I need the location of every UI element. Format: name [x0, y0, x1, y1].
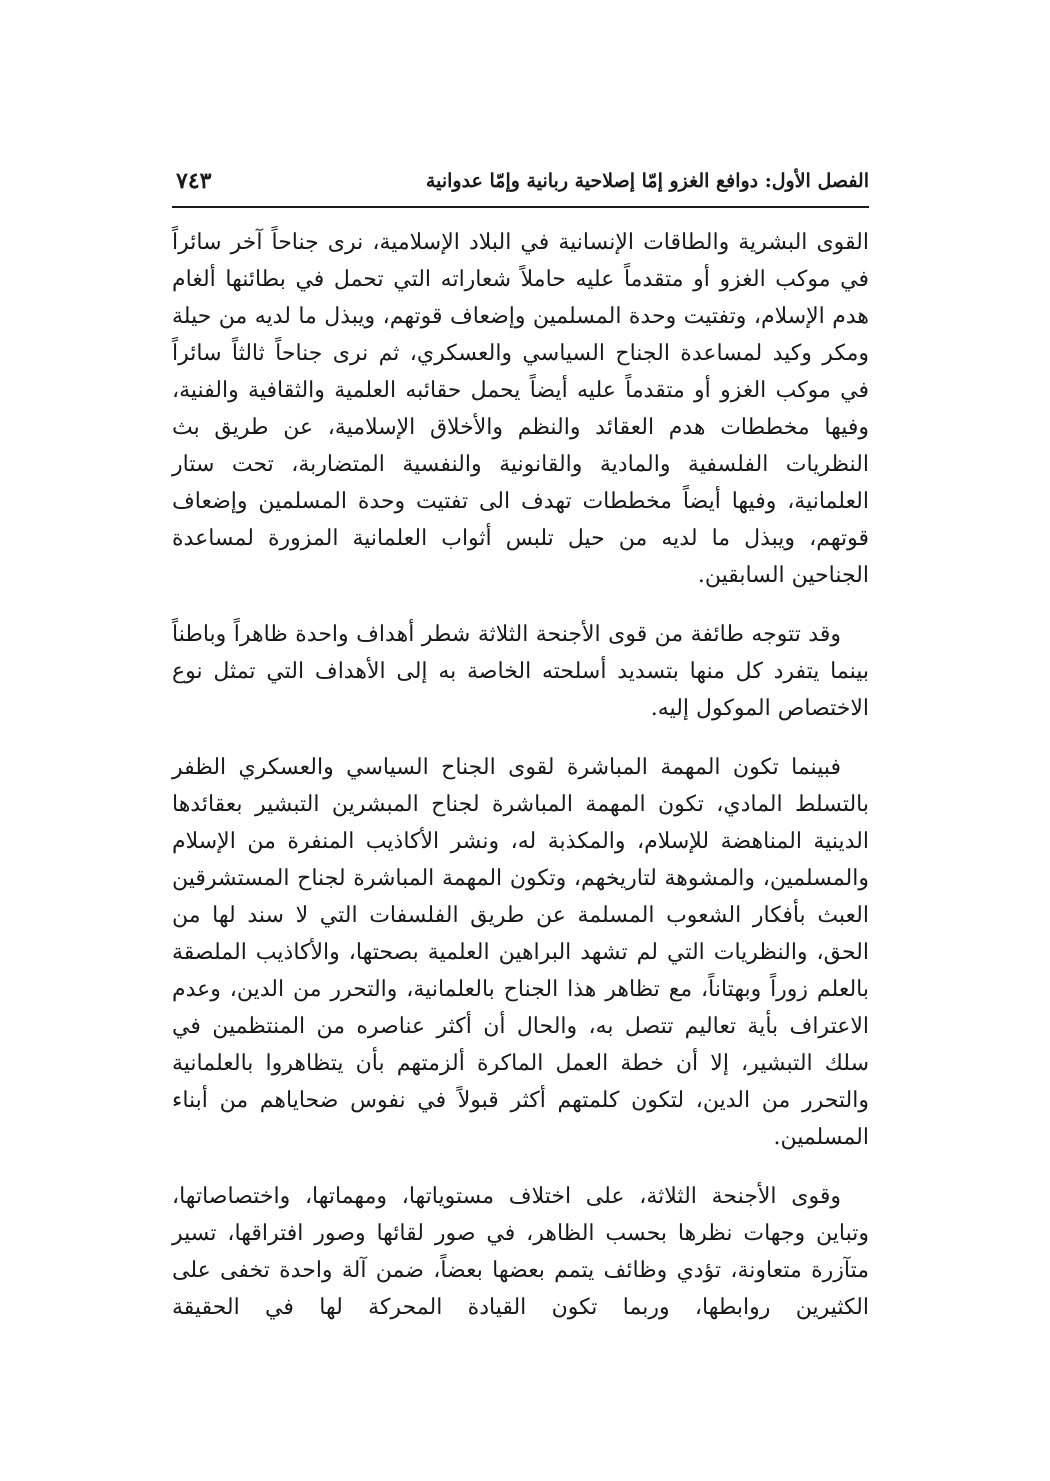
page-number: ٧٤٣ — [176, 168, 212, 194]
page-body — [172, 224, 869, 1326]
paragraph-1: القوى البشرية والطاقات الإنسانية في البلاد الإسلامية، نرى جناحاً آخر سائراً في موكب الغزو أو متقدماً عليه حاملاً شعاراته التي تحمل في بطائنها ألغام هدم الإسلام، وتفتيت وحدة المسلمين وإضعاف قوتهم، ويبذل ما لديه من حيلة ومكر وكيد لمساعدة الجناح السياسي والعسكري، ثم نرى جناحاً ثالثاً سائراً في موكب الغزو أو متقدماً عليه أيضاً يحمل حقائبه العلمية والثقافية والفنية، وفيها مخططات هدم العقائد والنظم والأخلاق الإسلامية، عن طريق بث النظريات الفلسفية والمادية والقانونية والنفسية المتضاربة، تحت ستار العلمانية، وفيها أيضاً مخططات تهدف الى تفتيت وحدة المسلمين وإضعاف قوتهم، ويبذل ما لديه من حيل تلبس أثواب العلمانية المزورة لمساعدة الجناحين السابقين. — [172, 230, 869, 588]
paragraph-3: فبينما تكون المهمة المباشرة لقوى الجناح السياسي والعسكري الظفر بالتسلط المادي، تكون المهمة المباشرة لجناح المبشرين التبشير بعقائدها الدينية المناهضة للإسلام، والمكذبة له، ونشر الأكاذيب المنفرة من الإسلام والمسلمين، والمشوهة لتاريخهم، وتكون المهمة المباشرة لجناح المستشرقين العبث بأفكار الشعوب المسلمة عن طريق الفلسفات التي لا سند لها من الحق، والنظريات التي لم تشهد البراهين العلمية بصحتها، والأكاذيب الملصقة بالعلم زوراً وبهتاناً، مع تظاهر هذا الجناح بالعلمانية، والتحرر من الدين، وعدم الاعتراف بأية تعاليم تتصل به، والحال أن أكثر عناصره من المنتظمين في سلك التبشير، إلا أن خطة العمل الماكرة ألزمتهم بأن يتظاهروا بالعلمانية والتحرر من الدين، لتكون كلمتهم أكثر قبولاً في نفوس ضحاياهم من أبناء المسلمين. — [172, 755, 869, 1150]
chapter-title: الفصل الأول: دوافع الغزو إمّا إصلاحية ربانية وإمّا عدوانية — [425, 170, 869, 192]
paragraph-4: وقوى الأجنحة الثلاثة، على اختلاف مستوياتها، ومهماتها، واختصاصاتها، وتباين وجهات نظرها بحسب الظاهر، في صور لقائها وصور افتراقها، تسير متآزرة متعاونة، تؤدي وظائف يتمم بعضها بعضاً، ضمن آلة واحدة تخفى على الكثيرين روابطها، وربما تكون القيادة المحركة لها في الحقيقة — [172, 1184, 869, 1320]
paragraph-2: وقد تتوجه طائفة من قوى الأجنحة الثلاثة شطر أهداف واحدة ظاهراً وباطناً بينما يتفرد كل منها بتسديد أسلحته الخاصة به إلى الأهداف التي تمثل نوع الاختصاص الموكول إليه. — [172, 622, 869, 721]
running-header — [172, 168, 869, 208]
